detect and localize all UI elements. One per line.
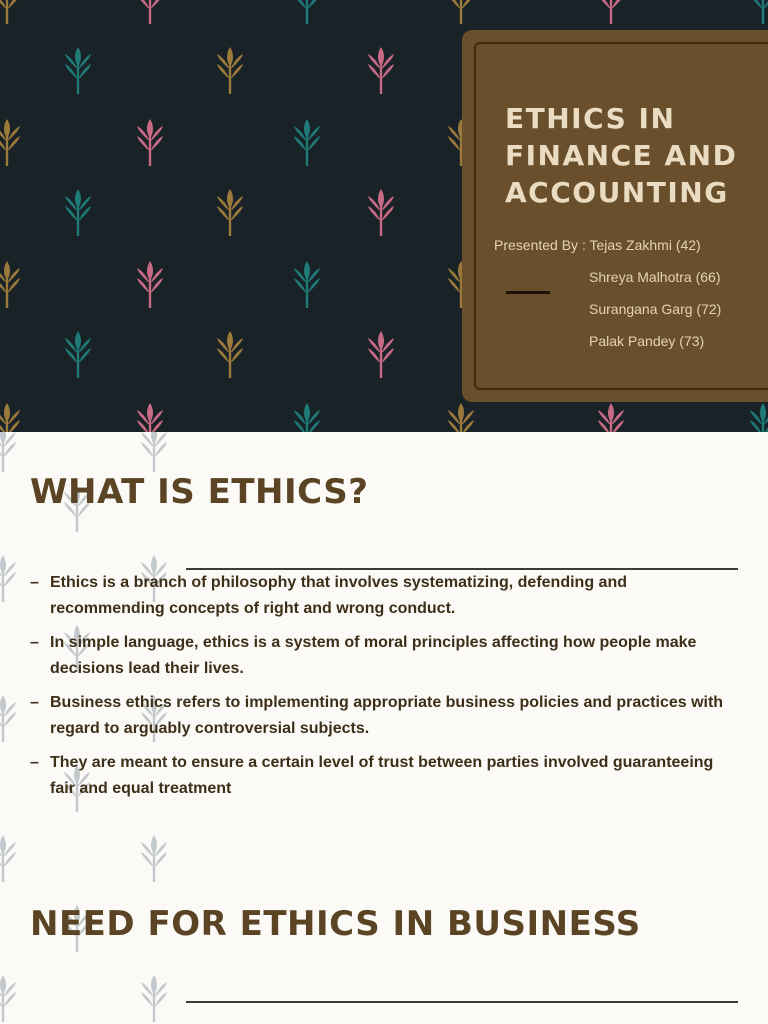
- leaf-icon: [215, 186, 245, 236]
- title-card: [462, 30, 768, 402]
- leaf-icon: [0, 552, 18, 602]
- leaf-icon: [0, 116, 22, 166]
- leaf-icon: [139, 832, 169, 882]
- leaf-icon: [135, 400, 165, 432]
- content-slide: [0, 432, 768, 1024]
- leaf-icon: [135, 258, 165, 308]
- bullet-text: Ethics is a branch of philosophy that involves systematizing, defending and recommending concepts of right and wrong conduct.: [50, 574, 627, 617]
- list-item: [30, 630, 730, 682]
- title-slide: [0, 0, 768, 432]
- bullet-list: [30, 570, 730, 810]
- leaf-icon: [139, 972, 169, 1022]
- leaf-icon: [215, 328, 245, 378]
- leaf-icon: [446, 400, 476, 432]
- leaf-icon: [366, 328, 396, 378]
- presentation-title: ETHICS IN FINANCE AND ACCOUNTING: [505, 102, 738, 209]
- leaf-icon: [0, 0, 22, 24]
- presenter-name: Shreya Malhotra (66): [589, 269, 721, 285]
- leaf-icon: [446, 0, 476, 24]
- leaf-icon: [292, 258, 322, 308]
- leaf-icon: [135, 116, 165, 166]
- bullet-marker: –: [30, 634, 39, 651]
- list-item: [30, 690, 730, 742]
- leaf-icon: [292, 116, 322, 166]
- list-item: [30, 570, 730, 622]
- leaf-icon: [63, 186, 93, 236]
- leaf-icon: [0, 832, 18, 882]
- leaf-icon: [748, 400, 768, 432]
- leaf-icon: [0, 972, 18, 1022]
- leaf-icon: [0, 400, 22, 432]
- slide-heading: WHAT IS ETHICS?: [30, 472, 369, 512]
- bullet-text: In simple language, ethics is a system of moral principles affecting how people make decisions lead their lives.: [50, 634, 697, 677]
- leaf-icon: [596, 400, 626, 432]
- leaf-icon: [139, 432, 169, 472]
- slide-heading: NEED FOR ETHICS IN BUSINESS: [30, 904, 641, 944]
- leaf-icon: [0, 432, 18, 472]
- leaf-icon: [366, 186, 396, 236]
- leaf-icon: [366, 44, 396, 94]
- leaf-icon: [748, 0, 768, 24]
- card-divider: [506, 291, 550, 294]
- presenter-name: Palak Pandey (73): [589, 333, 705, 349]
- leaf-icon: [0, 692, 18, 742]
- bullet-text: They are meant to ensure a certain level of trust between parties involved guaranteeing fair and equal treatment: [50, 754, 714, 797]
- bullet-marker: –: [30, 574, 39, 591]
- leaf-icon: [0, 258, 22, 308]
- leaf-icon: [596, 0, 626, 24]
- bullet-marker: –: [30, 754, 39, 771]
- heading-rule: [186, 1001, 738, 1003]
- bullet-text: Business ethics refers to implementing appropriate business policies and practices with regard to arguably controversial subjects.: [50, 694, 724, 737]
- leaf-icon: [63, 328, 93, 378]
- leaf-icon: [292, 0, 322, 24]
- leaf-icon: [63, 44, 93, 94]
- presented-by-line: Presented By : Tejas Zakhmi (42): [494, 237, 701, 253]
- bullet-marker: –: [30, 694, 39, 711]
- leaf-icon: [292, 400, 322, 432]
- leaf-icon: [135, 0, 165, 24]
- list-item: [30, 750, 730, 802]
- presenter-name: Surangana Garg (72): [589, 301, 722, 317]
- leaf-icon: [215, 44, 245, 94]
